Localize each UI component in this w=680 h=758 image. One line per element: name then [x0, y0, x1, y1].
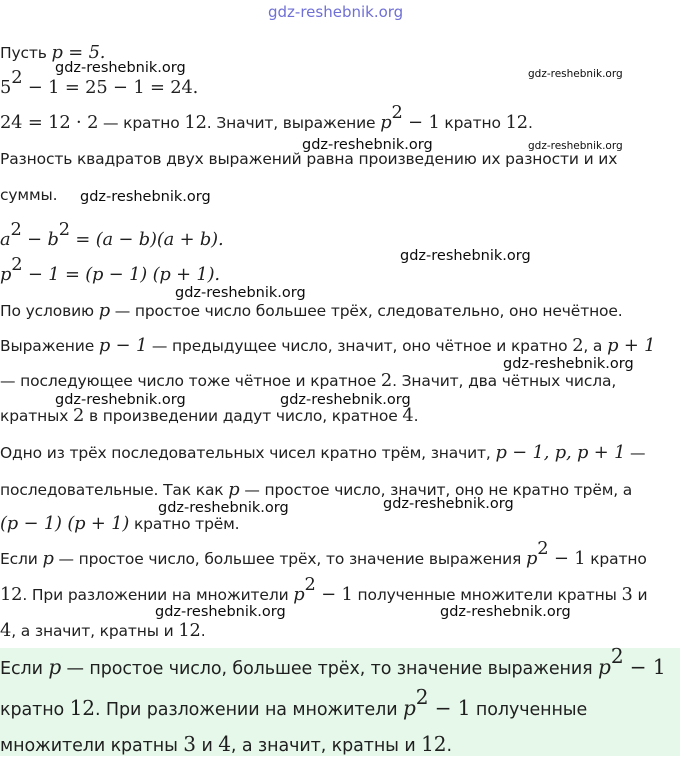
- line-product-4: кратных 2 в произведении дадут число, кратное 4.: [0, 405, 419, 426]
- watermark: gdz-reshebnik.org: [155, 604, 286, 620]
- watermark: gdz-reshebnik.org: [55, 60, 186, 76]
- line-three-consecutive: Одно из трёх последовательных чисел кратно трём, значит, p − 1, p, p + 1 —: [0, 442, 646, 463]
- line-divisible-12: 24 = 12 · 2 — кратно 12. Значит, выражение $p^2 - 1$ кратно 12.: [0, 102, 533, 133]
- watermark: gdz-reshebnik.org: [503, 356, 634, 372]
- line-conclusion-1: Если p — простое число, большее трёх, то значение выражения $p^2 - 1$ кратно: [0, 538, 647, 569]
- line-formula-general: $a^2 - b^2 = (a - b)(a + b)$.: [0, 219, 224, 250]
- line-condition: По условию p — простое число большее трёх, следовательно, оно нечётное.: [0, 300, 623, 321]
- answer-line-1: Если p — простое число, большее трёх, то значение выражения $p^2 - 1$: [0, 643, 666, 679]
- watermark: gdz-reshebnik.org: [175, 285, 306, 301]
- watermark: gdz-reshebnik.org: [80, 189, 211, 205]
- answer-box: [0, 643, 680, 756]
- line-formula-p: $p^2 - 1 = (p - 1) (p + 1)$.: [0, 254, 220, 285]
- header-watermark: gdz-reshebnik.org: [268, 3, 404, 21]
- line-conclusion-3: 4, а значит, кратны и 12.: [0, 620, 206, 641]
- line-not-divisible: последовательные. Так как p — простое число, значит, оно не кратно трём, а: [0, 479, 633, 500]
- watermark: gdz-reshebnik.org: [383, 496, 514, 512]
- watermark: gdz-reshebnik.org: [528, 140, 623, 152]
- answer-line-3: множители кратны 3 и 4, а значит, кратны и 12.: [0, 732, 452, 756]
- line-rule-end: суммы.: [0, 186, 58, 204]
- line-compute: $5^2 - 1 = 25 - 1 = 24$.: [0, 67, 199, 98]
- watermark: gdz-reshebnik.org: [55, 392, 186, 408]
- line-previous: Выражение p − 1 — предыдущее число, значит, оно чётное и кратно 2, а p + 1: [0, 335, 656, 356]
- answer-line-2: кратно 12. При разложении на множители $p^2 - 1$ полученные: [0, 684, 588, 720]
- watermark: gdz-reshebnik.org: [400, 248, 531, 264]
- watermark: gdz-reshebnik.org: [280, 392, 411, 408]
- watermark: gdz-reshebnik.org: [158, 500, 289, 516]
- line-divisible-3: (p − 1) (p + 1) кратно трём.: [0, 513, 240, 534]
- line-next: — последующее число тоже чётное и кратное 2. Значит, два чётных числа,: [0, 370, 617, 391]
- line-conclusion-2: 12. При разложении на множители $p^2 - 1$ полученные множители кратны 3 и: [0, 574, 648, 605]
- watermark: gdz-reshebnik.org: [528, 68, 623, 80]
- line-rule: Разность квадратов двух выражений равна произведению их разности и их: [0, 150, 618, 168]
- watermark: gdz-reshebnik.org: [440, 604, 571, 620]
- line-let-p: Пусть p = 5.: [0, 42, 106, 63]
- watermark: gdz-reshebnik.org: [302, 137, 433, 153]
